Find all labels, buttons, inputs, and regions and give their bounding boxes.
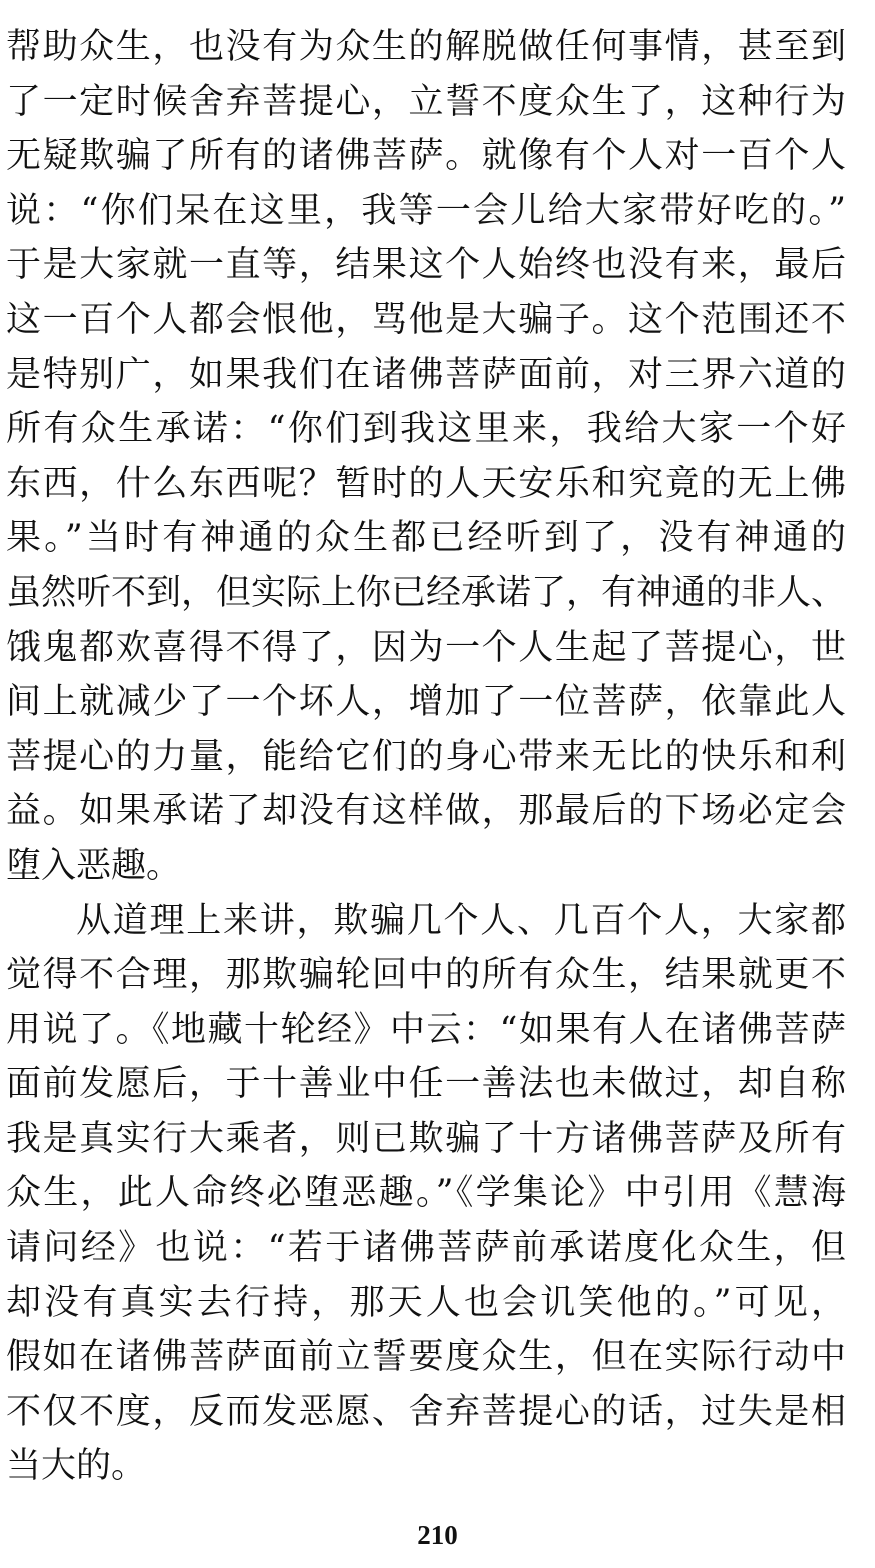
text-line: 菩提心的力量，能给它们的身心带来无比的快乐和利 <box>6 736 846 777</box>
text-line: 东西，什么东西呢？暂时的人天安乐和究竟的无上佛 <box>6 463 846 504</box>
text-line: 益。如果承诺了却没有这样做，那最后的下场必定会 <box>6 791 846 832</box>
paragraph-end-line: 堕入恶趣。 <box>6 845 182 886</box>
text-line: 饿鬼都欢喜得不得了，因为一个人生起了菩提心，世 <box>6 627 846 668</box>
text-line: 却没有真实去行持，那天人也会讥笑他的。”可见， <box>6 1282 846 1323</box>
text-line: 说：“你们呆在这里，我等一会儿给大家带好吃的。” <box>6 190 846 231</box>
text-line: 间上就减少了一个坏人，增加了一位菩萨，依靠此人 <box>6 682 846 723</box>
text-line: 觉得不合理，那欺骗轮回中的所有众生，结果就更不 <box>6 955 846 996</box>
text-line: 果。”当时有神通的众生都已经听到了，没有神通的 <box>6 518 846 559</box>
text-line: 我是真实行大乘者，则已欺骗了十方诸佛菩萨及所有 <box>6 1118 846 1159</box>
text-line: 众生，此人命终必堕恶趣。”《学集论》中引用《慧海 <box>6 1173 846 1214</box>
page-number: 210 <box>417 1520 458 1550</box>
text-line: 不仅不度，反而发恶愿、舍弃菩提心的话，过失是相 <box>6 1391 846 1432</box>
text-line: 于是大家就一直等，结果这个人始终也没有来，最后 <box>6 245 846 286</box>
body-text <box>6 20 846 1494</box>
text-line: 所有众生承诺：“你们到我这里来，我给大家一个好 <box>6 409 846 450</box>
paragraph-end-line: 当大的。 <box>6 1446 147 1487</box>
text-line: 是特别广，如果我们在诸佛菩萨面前，对三界六道的 <box>6 354 846 395</box>
text-line: 虽然听不到，但实际上你已经承诺了，有神通的非人、 <box>6 572 846 613</box>
text-line: 请问经》也说：“若于诸佛菩萨前承诺度化众生，但 <box>6 1228 846 1269</box>
text-line: 帮助众生，也没有为众生的解脱做任何事情，甚至到 <box>6 27 846 67</box>
text-line: 了一定时候舍弃菩提心，立誓不度众生了，这种行为 <box>6 81 846 122</box>
text-line: 用说了。《地藏十轮经》中云：“如果有人在诸佛菩萨 <box>6 1009 846 1050</box>
text-line: 这一百个人都会恨他，骂他是大骗子。这个范围还不 <box>6 299 846 340</box>
text-line: 面前发愿后，于十善业中任一善法也未做过，却自称 <box>6 1064 846 1105</box>
paragraph-start-line: 从道理上来讲，欺骗几个人、几百个人，大家都 <box>76 900 846 941</box>
text-line: 假如在诸佛菩萨面前立誓要度众生，但在实际行动中 <box>6 1337 846 1378</box>
text-line: 无疑欺骗了所有的诸佛菩萨。就像有个人对一百个人 <box>6 136 846 177</box>
